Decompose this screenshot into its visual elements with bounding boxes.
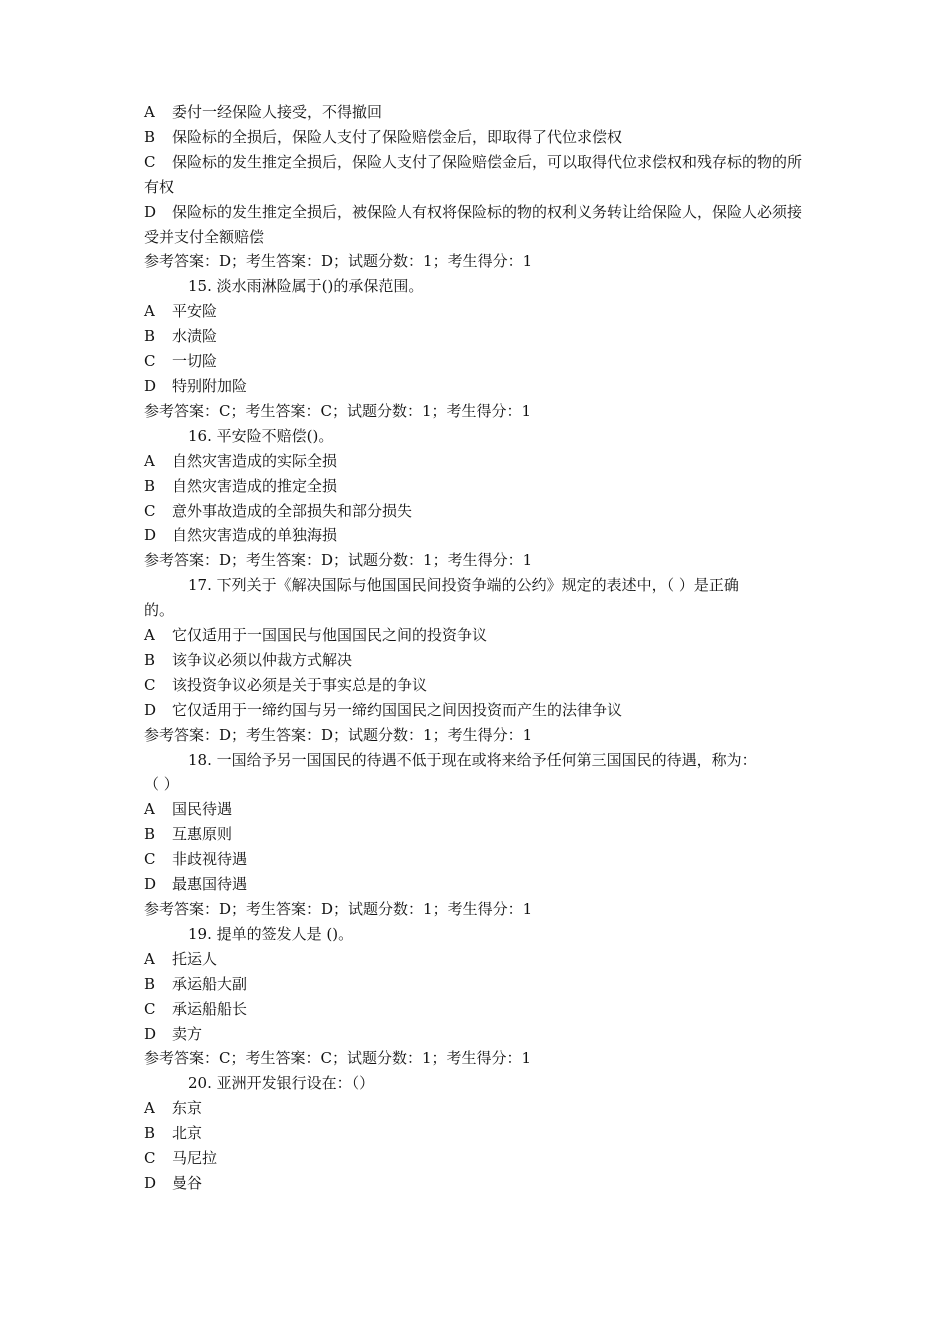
question-number: 15. — [188, 277, 212, 296]
option-b — [144, 324, 816, 349]
option-b — [144, 972, 816, 997]
option-d — [144, 872, 816, 897]
option-letter: B — [144, 327, 156, 346]
answer-line: 参考答案：D；考生答案：D；试题分数：1；考生得分：1 — [144, 900, 533, 918]
option-text: 非歧视待遇 — [172, 850, 248, 869]
option-letter: A — [144, 103, 155, 121]
option-d — [144, 698, 816, 723]
answer-line: 参考答案：C；考生答案：C；试题分数：1；考生得分：1 — [144, 1049, 532, 1068]
option-text: 互惠原则 — [172, 825, 233, 844]
option-text: 一切险 — [172, 352, 218, 371]
option-letter: C — [144, 999, 156, 1018]
option-text: 东京 — [172, 1099, 203, 1118]
option-text: 水渍险 — [172, 327, 218, 346]
option-letter: D — [144, 1173, 157, 1192]
option-a — [144, 623, 816, 648]
option-a — [144, 1096, 816, 1121]
option-letter: B — [144, 1124, 156, 1143]
answer-line: 参考答案：C；考生答案：C；试题分数：1；考生得分：1 — [144, 401, 532, 420]
option-letter: B — [144, 476, 156, 495]
option-d — [144, 523, 816, 548]
option-text: 意外事故造成的全部损失和部分损失 — [172, 501, 413, 520]
question-number: 19. — [188, 924, 212, 943]
option-a — [144, 449, 816, 474]
option-letter: B — [144, 650, 156, 669]
option-c — [144, 997, 816, 1022]
option-text: 北京 — [172, 1124, 203, 1143]
option-letter: A — [144, 626, 155, 645]
option-a — [144, 797, 816, 822]
answer-line: 参考答案：D；考生答案：D；试题分数：1；考生得分：1 — [144, 551, 533, 570]
option-letter: C — [144, 152, 156, 171]
option-text: 自然灾害造成的推定全损 — [172, 476, 338, 495]
option-letter: A — [144, 949, 155, 968]
option-a — [144, 100, 816, 125]
question-16 — [144, 424, 816, 573]
option-b — [144, 648, 816, 673]
exam-document — [144, 100, 816, 1196]
option-c — [144, 499, 816, 524]
option-letter: C — [144, 501, 156, 520]
option-text: 自然灾害造成的实际全损 — [172, 451, 338, 470]
option-letter: D — [144, 875, 157, 894]
option-text: 国民待遇 — [172, 800, 233, 819]
option-letter: B — [144, 974, 156, 993]
option-c — [144, 1146, 816, 1171]
option-text: 自然灾害造成的单独海损 — [172, 526, 338, 545]
question-stem-continued: 的。 — [144, 601, 175, 620]
option-letter: A — [144, 451, 155, 470]
question-stem — [144, 274, 816, 299]
question-18 — [144, 748, 816, 922]
option-a — [144, 947, 816, 972]
question-text: 淡水雨淋险属于()的承保范围。 — [216, 277, 424, 296]
option-letter: D — [144, 700, 157, 719]
option-d — [144, 374, 816, 399]
option-text: 承运船船长 — [172, 999, 248, 1018]
question-text: 亚洲开发银行设在：（） — [216, 1074, 375, 1093]
option-letter: B — [144, 825, 156, 844]
question-stem — [144, 922, 816, 947]
option-letter: A — [144, 1099, 155, 1118]
option-c — [144, 673, 816, 698]
option-text: 托运人 — [172, 949, 218, 968]
option-c — [144, 847, 816, 872]
question-19 — [144, 922, 816, 1071]
option-letter: D — [144, 1024, 157, 1043]
option-text: 该投资争议必须是关于事实总是的争议 — [172, 675, 428, 694]
option-c — [144, 349, 816, 374]
option-letter: B — [144, 127, 156, 146]
option-text: 委付一经保险人接受，不得撤回 — [172, 103, 383, 121]
option-text: 特别附加险 — [172, 376, 248, 395]
question-text: 下列关于《解决国际与他国国民间投资争端的公约》规定的表述中，（ ）是正确 — [216, 576, 739, 595]
question-number: 18. — [188, 750, 212, 769]
question-number: 16. — [188, 426, 212, 445]
option-d — [144, 1171, 816, 1196]
option-text: 平安险 — [172, 302, 218, 321]
option-text: 保险标的发生推定全损后，被保险人有权将保险标的物的权利义务转让给保险人，保险人必须接受并支付全额赔偿 — [144, 202, 803, 246]
option-text: 它仅适用于一国国民与他国国民之间的投资争议 — [172, 626, 488, 645]
option-b — [144, 474, 816, 499]
question-text: 平安险不赔偿()。 — [216, 426, 334, 445]
question-15 — [144, 274, 816, 423]
option-letter: D — [144, 526, 157, 545]
option-b — [144, 822, 816, 847]
answer-line: 参考答案：D；考生答案：D；试题分数：1；考生得分：1 — [144, 252, 533, 271]
question-20 — [144, 1071, 816, 1196]
option-text: 卖方 — [172, 1024, 203, 1043]
option-b — [144, 125, 816, 150]
option-text: 保险标的全损后，保险人支付了保险赔偿金后，即取得了代位求偿权 — [172, 127, 623, 146]
question-number: 17. — [188, 576, 212, 595]
option-letter: D — [144, 376, 157, 395]
question-stem — [144, 573, 816, 598]
option-text: 曼谷 — [172, 1173, 203, 1192]
option-text: 马尼拉 — [172, 1149, 218, 1168]
option-letter: A — [144, 800, 155, 819]
question-text: 一国给予另一国国民的待遇不低于现在或将来给予任何第三国国民的待遇，称为： — [216, 750, 757, 769]
question-number: 20. — [188, 1074, 212, 1093]
option-text: 该争议必须以仲裁方式解决 — [172, 650, 353, 669]
option-d — [144, 1022, 816, 1047]
option-letter: A — [144, 302, 155, 321]
option-c — [144, 150, 816, 200]
question-stem — [144, 424, 816, 449]
option-d — [144, 200, 816, 250]
option-b — [144, 1121, 816, 1146]
option-letter: D — [144, 202, 157, 221]
question-17 — [144, 573, 816, 747]
question-stem-continued: （ ） — [144, 775, 179, 794]
question-stem — [144, 748, 816, 773]
question-stem — [144, 1071, 816, 1096]
option-text: 保险标的发生推定全损后，保险人支付了保险赔偿金后，可以取得代位求偿权和残存标的物的所有权 — [144, 152, 803, 196]
continued-question — [144, 100, 816, 274]
option-text: 它仅适用于一缔约国与另一缔约国国民之间因投资而产生的法律争议 — [172, 700, 623, 719]
option-letter: C — [144, 675, 156, 694]
option-letter: C — [144, 352, 156, 371]
option-a — [144, 299, 816, 324]
option-letter: C — [144, 1149, 156, 1168]
answer-line: 参考答案：D；考生答案：D；试题分数：1；考生得分：1 — [144, 725, 533, 744]
option-text: 承运船大副 — [172, 974, 248, 993]
question-text: 提单的签发人是 ()。 — [216, 924, 354, 943]
option-letter: C — [144, 850, 156, 869]
option-text: 最惠国待遇 — [172, 875, 248, 894]
